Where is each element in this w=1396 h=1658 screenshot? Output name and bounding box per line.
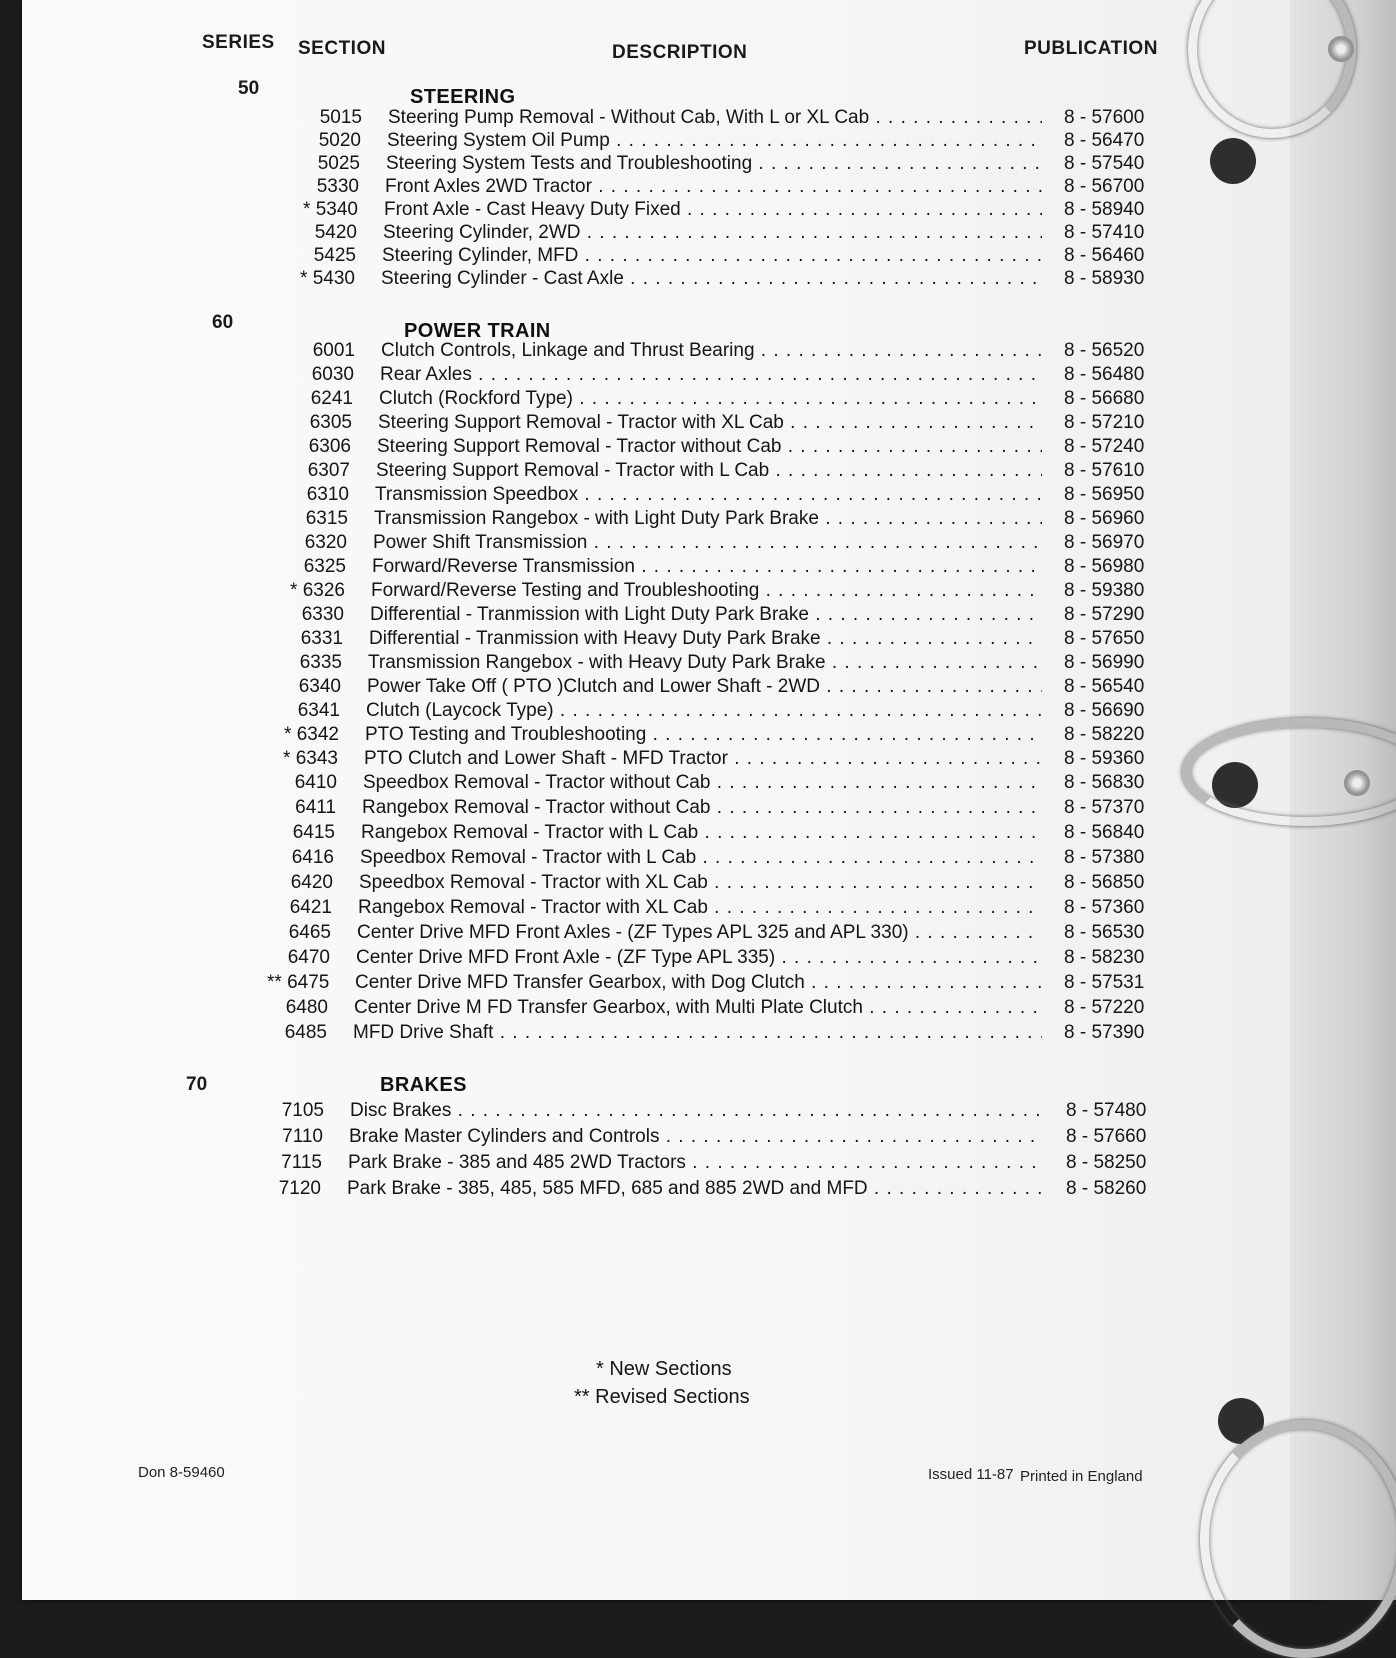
publication-number: 8 - 56680	[1064, 388, 1145, 409]
toc-row	[267, 972, 1160, 996]
section-number: 6305	[309, 412, 352, 433]
toc-row	[279, 676, 1160, 700]
publication-number: 8 - 56520	[1064, 340, 1145, 361]
section-number: 7115	[281, 1152, 322, 1173]
toc-row	[259, 1178, 1162, 1202]
section-description: Center Drive M FD Transfer Gearbox, with Multi Plate Clutch . . .	[354, 997, 1042, 1019]
publication-number: 8 - 58930	[1064, 268, 1145, 289]
header-section: SECTION	[298, 38, 386, 59]
section-description: Speedbox Removal - Tractor with L Cab . . .	[360, 847, 1042, 869]
publication-number: 8 - 57390	[1064, 1022, 1145, 1043]
section-description: Park Brake - 385, 485, 585 MFD, 685 and 885 2WD and MFD . . .	[347, 1178, 1044, 1200]
publication-number: 8 - 56690	[1064, 700, 1145, 721]
series-number: 50	[238, 78, 260, 99]
section-number: * 6342	[284, 724, 339, 745]
binder-rivet-top	[1328, 36, 1354, 62]
publication-number: 8 - 57240	[1064, 436, 1145, 457]
section-description: Clutch (Rockford Type) . . .	[379, 388, 1042, 410]
section-number: 6410	[294, 772, 337, 793]
section-description: Transmission Rangebox - with Heavy Duty Park Brake . . .	[368, 652, 1042, 674]
section-heading: STEERING	[410, 86, 516, 108]
section-number: 7110	[282, 1126, 323, 1147]
section-description: Rangebox Removal - Tractor with XL Cab . . .	[358, 897, 1042, 919]
toc-row	[280, 652, 1160, 676]
section-number: 6416	[291, 847, 334, 868]
publication-number: 8 - 58260	[1066, 1178, 1147, 1199]
toc-row	[269, 922, 1160, 946]
section-description: Differential - Tranmission with Heavy Duty Park Brake . . .	[369, 628, 1042, 650]
section-description: Transmission Rangebox - with Light Duty Park Brake . . .	[374, 508, 1042, 530]
toc-row	[277, 724, 1160, 748]
section-number: 6415	[292, 822, 335, 843]
toc-row	[289, 436, 1160, 460]
section-number: 6421	[289, 897, 332, 918]
toc-row	[298, 153, 1160, 177]
section-number: * 6326	[290, 580, 345, 601]
section-number: 6465	[288, 922, 331, 943]
toc-row	[300, 107, 1160, 131]
publication-number: 8 - 57531	[1064, 972, 1145, 993]
section-number: 6340	[298, 676, 341, 697]
section-description: Center Drive MFD Front Axle - (ZF Type APL 335) . . .	[356, 947, 1042, 969]
section-description: Steering Support Removal - Tractor with XL Cab . . .	[378, 412, 1042, 434]
section-description: Steering Pump Removal - Without Cab, With L or XL Cab . . .	[388, 107, 1042, 129]
section-number: 6420	[290, 872, 333, 893]
section-description: Steering System Oil Pump . . .	[387, 130, 1042, 152]
section-description: Front Axles 2WD Tractor . . .	[385, 176, 1042, 198]
binder-rivet-middle	[1344, 770, 1370, 796]
toc-row	[283, 580, 1160, 604]
toc-row	[274, 797, 1160, 821]
toc-row	[296, 199, 1160, 223]
section-number: 6320	[304, 532, 347, 553]
section-number: 6341	[297, 700, 340, 721]
publication-number: 8 - 57540	[1064, 153, 1145, 174]
publication-number: 8 - 56830	[1064, 772, 1145, 793]
publication-number: 8 - 56530	[1064, 922, 1145, 943]
publication-number: 8 - 57600	[1064, 107, 1145, 128]
section-number: 6307	[307, 460, 350, 481]
publication-number: 8 - 56700	[1064, 176, 1145, 197]
section-number: 5420	[314, 222, 357, 243]
section-number: 6030	[311, 364, 354, 385]
section-description: Steering Cylinder, MFD . . .	[382, 245, 1042, 267]
publication-number: 8 - 57210	[1064, 412, 1145, 433]
section-number: 6310	[306, 484, 349, 505]
section-description: Forward/Reverse Testing and Troubleshooting . . .	[371, 580, 1042, 602]
section-description: Rangebox Removal - Tractor without Cab . . .	[362, 797, 1042, 819]
section-description: Disc Brakes . . .	[350, 1100, 1044, 1122]
section-description: Power Take Off ( PTO )Clutch and Lower Shaft - 2WD . . .	[367, 676, 1042, 698]
section-number: 6485	[284, 1022, 327, 1043]
header-publication: PUBLICATION	[1024, 38, 1158, 59]
publication-number: 8 - 56990	[1064, 652, 1145, 673]
section-number: * 5340	[303, 199, 358, 220]
toc-row	[293, 268, 1160, 292]
toc-row	[287, 484, 1160, 508]
section-description: Differential - Tranmission with Light Duty Park Brake . . .	[370, 604, 1042, 626]
section-number: 6470	[287, 947, 330, 968]
publication-number: 8 - 57410	[1064, 222, 1145, 243]
document-number: Don 8-59460	[138, 1464, 225, 1481]
section-description: Park Brake - 385 and 485 2WD Tractors . . .	[348, 1152, 1044, 1174]
toc-row	[268, 947, 1160, 971]
publication-number: 8 - 56540	[1064, 676, 1145, 697]
section-description: Clutch (Laycock Type) . . .	[366, 700, 1042, 722]
section-description: Forward/Reverse Transmission . . .	[372, 556, 1042, 578]
toc-row	[276, 748, 1160, 772]
section-description: Center Drive MFD Front Axles - (ZF Types APL 325 and APL 330) . . .	[357, 922, 1042, 944]
section-description: Clutch Controls, Linkage and Thrust Bearing . . .	[381, 340, 1042, 362]
section-number: 6325	[303, 556, 346, 577]
toc-row	[284, 556, 1160, 580]
toc-row	[295, 222, 1160, 246]
section-number: 6480	[285, 997, 328, 1018]
section-description: Rangebox Removal - Tractor with L Cab . . .	[361, 822, 1042, 844]
section-heading: POWER TRAIN	[404, 320, 551, 342]
publication-number: 8 - 56950	[1064, 484, 1145, 505]
punch-hole-top	[1210, 138, 1256, 184]
toc-row	[278, 700, 1160, 724]
section-number: 6330	[301, 604, 344, 625]
section-number: 5330	[316, 176, 359, 197]
section-number: 6241	[310, 388, 353, 409]
toc-row	[275, 772, 1160, 796]
section-description: Brake Master Cylinders and Controls . . .	[349, 1126, 1044, 1148]
section-number: 5015	[319, 107, 362, 128]
publication-number: 8 - 57220	[1064, 997, 1145, 1018]
section-description: Steering Cylinder - Cast Axle . . .	[381, 268, 1042, 290]
toc-row	[294, 245, 1160, 269]
toc-row	[261, 1126, 1162, 1150]
series-number: 70	[186, 1074, 208, 1095]
publication-number: 8 - 59360	[1064, 748, 1145, 769]
publication-number: 8 - 58940	[1064, 199, 1145, 220]
section-description: PTO Testing and Troubleshooting . . .	[365, 724, 1042, 746]
section-description: Steering Cylinder, 2WD . . .	[383, 222, 1042, 244]
publication-number: 8 - 58230	[1064, 947, 1145, 968]
section-number: ** 6475	[267, 972, 330, 993]
section-description: Steering Support Removal - Tractor with L Cab . . .	[376, 460, 1042, 482]
publication-number: 8 - 58220	[1064, 724, 1145, 745]
section-number: 6331	[300, 628, 343, 649]
publication-number: 8 - 57360	[1064, 897, 1145, 918]
publication-number: 8 - 57480	[1066, 1100, 1147, 1121]
section-number: 5425	[313, 245, 356, 266]
section-description: Speedbox Removal - Tractor with XL Cab . . .	[359, 872, 1042, 894]
publication-number: 8 - 57370	[1064, 797, 1145, 818]
section-number: * 5430	[300, 268, 355, 289]
publication-number: 8 - 56840	[1064, 822, 1145, 843]
toc-row	[293, 340, 1160, 364]
toc-row	[285, 532, 1160, 556]
header-description: DESCRIPTION	[612, 42, 748, 63]
section-description: Front Axle - Cast Heavy Duty Fixed . . .	[384, 199, 1042, 221]
toc-row	[282, 604, 1160, 628]
toc-row	[266, 997, 1160, 1021]
section-description: Speedbox Removal - Tractor without Cab . . .	[363, 772, 1042, 794]
publication-number: 8 - 56980	[1064, 556, 1145, 577]
publication-number: 8 - 57610	[1064, 460, 1145, 481]
section-number: * 6343	[283, 748, 338, 769]
binder-ring-bottom	[1200, 1420, 1396, 1658]
section-number: 7105	[281, 1100, 324, 1121]
toc-row	[272, 847, 1160, 871]
publication-number: 8 - 57650	[1064, 628, 1145, 649]
toc-row	[286, 508, 1160, 532]
section-number: 6001	[312, 340, 355, 361]
section-number: 5020	[318, 130, 361, 151]
section-description: Center Drive MFD Transfer Gearbox, with Dog Clutch . . .	[355, 972, 1042, 994]
section-number: 6315	[305, 508, 348, 529]
series-number: 60	[212, 312, 234, 333]
section-heading: BRAKES	[380, 1074, 467, 1096]
issue-date: Issued 11-87	[928, 1466, 1014, 1483]
publication-number: 8 - 56960	[1064, 508, 1145, 529]
publication-number: 8 - 56480	[1064, 364, 1145, 385]
publication-number: 8 - 56470	[1064, 130, 1145, 151]
publication-number: 8 - 57660	[1066, 1126, 1147, 1147]
publication-number: 8 - 57380	[1064, 847, 1145, 868]
toc-row	[270, 897, 1160, 921]
toc-row	[271, 872, 1160, 896]
section-description: Steering System Tests and Troubleshooting . . .	[386, 153, 1042, 175]
section-number: 5025	[317, 153, 360, 174]
toc-row	[299, 130, 1160, 154]
toc-row	[297, 176, 1160, 200]
publication-number: 8 - 56970	[1064, 532, 1145, 553]
toc-row	[288, 460, 1160, 484]
publication-number: 8 - 59380	[1064, 580, 1145, 601]
section-description: PTO Clutch and Lower Shaft - MFD Tractor . . .	[364, 748, 1042, 770]
section-number: 6411	[295, 797, 336, 818]
section-description: Transmission Speedbox . . .	[375, 484, 1042, 506]
publication-number: 8 - 57290	[1064, 604, 1145, 625]
footnote-new-sections: * New Sections	[596, 1358, 732, 1380]
toc-row	[262, 1100, 1162, 1124]
section-description: Power Shift Transmission . . .	[373, 532, 1042, 554]
section-number: 6306	[308, 436, 351, 457]
toc-row	[273, 822, 1160, 846]
section-number: 7120	[278, 1178, 321, 1199]
toc-row	[265, 1022, 1160, 1046]
toc-row	[290, 412, 1160, 436]
toc-row	[292, 364, 1160, 388]
toc-row	[281, 628, 1160, 652]
publication-number: 8 - 58250	[1066, 1152, 1147, 1173]
section-description: MFD Drive Shaft . . .	[353, 1022, 1042, 1044]
printed-location: Printed in England	[1020, 1468, 1143, 1485]
section-number: 6335	[299, 652, 342, 673]
toc-row	[291, 388, 1160, 412]
publication-number: 8 - 56850	[1064, 872, 1145, 893]
section-description: Rear Axles . . .	[380, 364, 1042, 386]
publication-number: 8 - 56460	[1064, 245, 1145, 266]
header-series: SERIES	[202, 32, 275, 53]
toc-row	[260, 1152, 1162, 1176]
footnote-revised-sections: ** Revised Sections	[574, 1386, 750, 1408]
section-description: Steering Support Removal - Tractor without Cab . . .	[377, 436, 1042, 458]
